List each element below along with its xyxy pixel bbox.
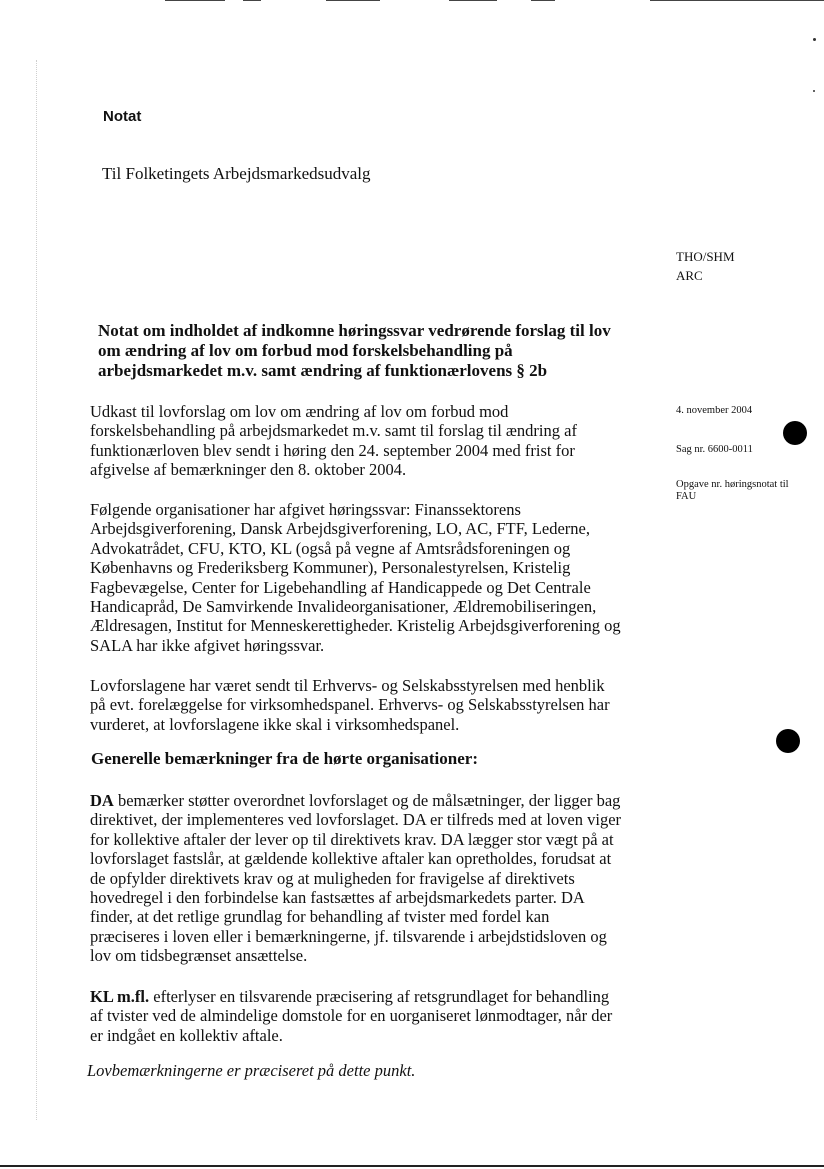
recipient-line: Til Folketingets Arbejdsmarkedsudvalg [102, 164, 371, 183]
paragraph-organisations: Følgende organisationer har afgivet høringssvar: Finanssektorens Arbejdsgiverforening, Dansk Arbejdsgiverforening, LO, AC, FTF, Lederne, Advokatrådet, CFU, KTO, KL (også på vegne af Amtsrådsforeningen og Københavns og Frederiksberg Kommuner), Personalestyrelsen, Kristelig Fagbevægelse, Center for Ligebehandling af Handicappede og Det Centrale Handicapråd, De Samvirkende Invalideorganisationer, Ældremobiliseringen, Ældresagen, Institut for Menneskerettigheder. Kristelig Arbejdsgiverforening og SALA har ikke afgivet høringssvar. [90, 500, 621, 655]
kl-label: KL m.fl. [90, 987, 150, 1006]
punch-hole [783, 421, 807, 445]
case-number: Sag nr. 6600-0011 [676, 444, 753, 455]
office-code: ARC [676, 268, 703, 283]
italic-note: Lovbemærkningerne er præciseret på dette punkt. [87, 1061, 416, 1080]
scan-edge-mark [531, 0, 555, 1]
scan-edge-mark [165, 0, 225, 1]
paragraph-consultation: Udkast til lovforslag om lov om ændring af lov om forbud mod forskelsbehandling på arbejdsmarkedet m.v. samt til forslag til ændring af funktionærloven blev sendt i høring den 24. september 2004 med frist for afgivelse af bemærkninger den 8. oktober 2004. [90, 402, 577, 480]
assignment-number: Opgave nr. høringsnotat til FAU [676, 479, 789, 502]
scan-speck [813, 90, 815, 92]
scan-edge-mark [326, 0, 380, 1]
paragraph-kl [90, 987, 622, 1045]
scan-bottom-edge [0, 1165, 824, 1167]
document-heading: Notat [103, 108, 142, 125]
da-label: DA [90, 791, 114, 810]
da-text: bemærker støtter overordnet lovforslaget og de målsætninger, der ligger bag direktivet, der implementeres ved lovforslaget. DA er tilfreds med at loven viger for kollektive aftaler der lever op til direktivets krav. DA lægger stor vægt på at lovforslaget fastslår, at gældende kollektive aftaler kan opretholdes, forudsat at de opfylder direktivets krav og at muligheden for fravigelse af direktivets hovedregel i den forbindelse kan fastsættes af arbejdsmarkedets parter. DA finder, at det retlige grundlag for behandling af tvister med fordel kan præciseres i loven eller i bemærkningerne, jf. tilsvarende i arbejdstidsloven og lov om tidsbegrænset ansættelse. [90, 791, 622, 966]
scan-edge-mark [243, 0, 261, 1]
initials: THO/SHM [676, 249, 735, 264]
scan-speck [813, 38, 816, 41]
paragraph-da [90, 791, 622, 966]
punch-hole [776, 729, 800, 753]
scan-edge-mark [449, 0, 497, 1]
paragraph-business-panel: Lovforslagene har været sendt til Erhvervs- og Selskabsstyrelsen med henblik på evt. forelæggelse for virksomhedspanel. Erhvervs- og Selskabsstyrelsen har vurderet, at lovforslagene ikke skal i virksomhedspanel. [90, 676, 610, 734]
scan-left-margin [36, 60, 38, 1120]
kl-text: efterlyser en tilsvarende præcisering af retsgrundlaget for behandling af tvister ved de almindelige domstole for en uorganiseret lønmodtager, når der er indgået en kollektiv aftale. [90, 987, 613, 1045]
document-date: 4. november 2004 [676, 405, 753, 416]
document-title: Notat om indholdet af indkomne høringssvar vedrørende forslag til lov om ændring af lov om forbud mod forskelsbehandling på arbejdsmarkedet m.v. samt ændring af funktionærlovens § 2b [98, 321, 611, 380]
scan-edge-mark [650, 0, 824, 1]
general-remarks-subheading: Generelle bemærkninger fra de hørte organisationer: [91, 749, 478, 768]
